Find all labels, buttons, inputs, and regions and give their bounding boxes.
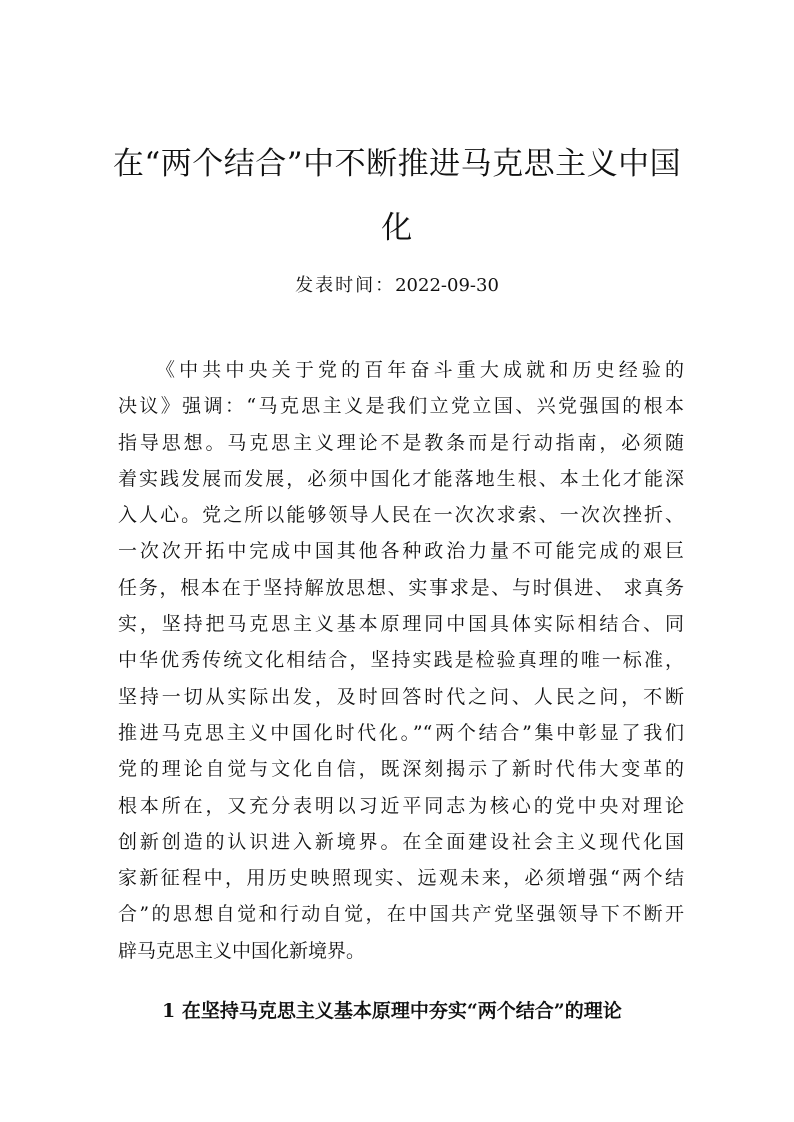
publish-date-value: 2022-09-30 <box>395 275 499 296</box>
body-line: 根本所在，又充分表明以习近平同志为核心的党中央对理论 <box>118 794 684 817</box>
section-heading: 1 在坚持马克思主义基本原理中夯实“两个结合”的理论 <box>162 1000 622 1022</box>
body-line: 《中共中央关于党的百年奋斗重大成就和历史经验的 <box>156 359 684 381</box>
body-line: 推进马克思主义中国化时代化。”“两个结合”集中彰显了我们 <box>118 721 684 744</box>
body-line: 任务，根本在于坚持解放思想、实事求是、与时俱进、 求真务 <box>118 576 684 599</box>
article-title-line-1: 在“两个结合”中不断推进马克思主义中国 <box>112 146 682 182</box>
body-line: 合”的思想自觉和行动自觉，在中国共产党坚强领导下不断开 <box>118 903 684 926</box>
body-line: 指导思想。马克思主义理论不是教条而是行动指南，必须随 <box>118 431 684 454</box>
body-line: 入人心。党之所以能够领导人民在一次次求索、一次次挫折、 <box>118 504 684 527</box>
body-line: 党的理论自觉与文化自信，既深刻揭示了新时代伟大变革的 <box>118 758 684 781</box>
article-body-paragraph <box>118 352 684 969</box>
body-line: 一次次开拓中完成中国其他各种政治力量不可能完成的艰巨 <box>118 540 684 563</box>
body-line: 辟马克思主义中国化新境界。 <box>118 939 366 962</box>
body-line: 家新征程中，用历史映照现实、远观未来，必须增强“两个结 <box>118 867 684 890</box>
body-line: 创新创造的认识进入新境界。在全面建设社会主义现代化国 <box>118 830 684 853</box>
body-line: 着实践发展而发展，必须中国化才能落地生根、本土化才能深 <box>118 467 684 490</box>
publish-date-line <box>110 270 684 302</box>
publish-date-label: 发表时间： <box>295 275 396 296</box>
body-line: 坚持一切从实际出发，及时回答时代之问、人民之问，不断 <box>118 685 684 708</box>
body-line: 决议》强调：“马克思主义是我们立党立国、兴党强国的根本 <box>118 395 684 418</box>
body-line: 中华优秀传统文化相结合，坚持实践是检验真理的唯一标准， <box>118 649 684 672</box>
article-title-line-2: 化 <box>381 210 413 246</box>
article-title <box>110 132 684 260</box>
body-line: 实，坚持把马克思主义基本原理同中国具体实际相结合、同 <box>118 613 684 636</box>
